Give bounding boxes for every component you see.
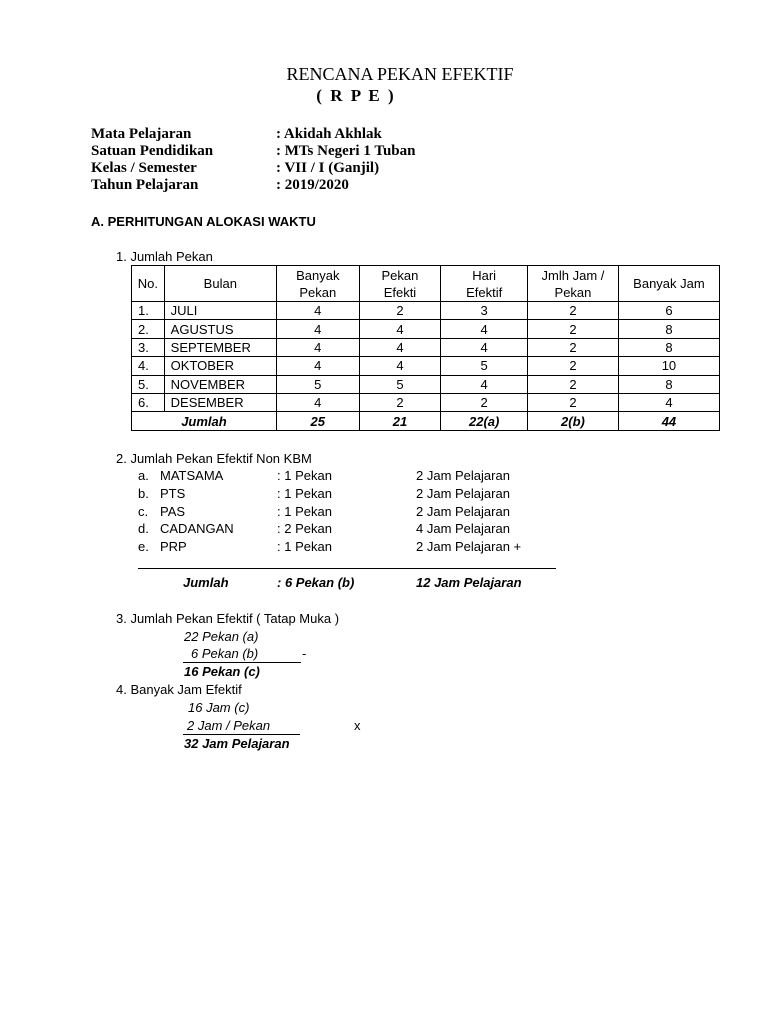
non-kbm-total-pekan: : 6 Pekan (b)	[277, 575, 355, 590]
total-banyak-pekan: 25	[276, 412, 359, 430]
section-1-heading: 1. Jumlah Pekan	[116, 249, 213, 264]
cell-hari-efektif: 4	[441, 375, 528, 393]
list-item-letter: a.	[138, 468, 149, 483]
meta-label: Satuan Pendidikan	[91, 143, 214, 159]
cell-banyak-jam: 6	[618, 302, 719, 320]
list-item-jam: 4 Jam Pelajaran	[416, 521, 510, 536]
cell-pekan-efekti: 4	[359, 357, 441, 375]
cell-banyak-pekan: 4	[276, 357, 359, 375]
calc-4-line-2: 2 Jam / Pekan	[187, 718, 271, 733]
cell-jam-pekan: 2	[528, 302, 619, 320]
cell-pekan-efekti: 2	[359, 302, 441, 320]
meta-value: : VII / I (Ganjil)	[276, 160, 380, 176]
document-subtitle: ( R P E )	[316, 86, 396, 105]
meta-value: : 2019/2020	[276, 177, 349, 193]
calc-4-operator: x	[354, 718, 361, 733]
cell-bulan: SEPTEMBER	[164, 338, 276, 356]
total-hari-efektif: 22(a)	[441, 412, 528, 430]
cell-bulan: AGUSTUS	[164, 320, 276, 338]
non-kbm-total-jam: 12 Jam Pelajaran	[416, 575, 522, 590]
non-kbm-total-label: Jumlah	[183, 575, 229, 590]
col-header-hari-efektif: Hari Efektif	[441, 266, 528, 302]
cell-banyak-pekan: 4	[276, 393, 359, 411]
cell-no: 6.	[132, 393, 165, 411]
meta-value: : Akidah Akhlak	[276, 126, 382, 142]
list-item-pekan: : 1 Pekan	[277, 486, 332, 501]
list-item-pekan: : 2 Pekan	[277, 521, 332, 536]
cell-hari-efektif: 3	[441, 302, 528, 320]
table-row	[132, 320, 720, 338]
document-title: RENCANA PEKAN EFEKTIF	[286, 64, 514, 84]
cell-banyak-jam: 8	[618, 338, 719, 356]
list-item-letter: e.	[138, 539, 149, 554]
list-item-name: PRP	[160, 539, 187, 554]
list-item-name: CADANGAN	[160, 521, 234, 536]
cell-jam-pekan: 2	[528, 338, 619, 356]
cell-jam-pekan: 2	[528, 320, 619, 338]
cell-jam-pekan: 2	[528, 393, 619, 411]
cell-no: 5.	[132, 375, 165, 393]
table-row	[132, 393, 720, 411]
list-item-name: MATSAMA	[160, 468, 224, 483]
calc-3-operator: -	[302, 646, 307, 661]
list-item-letter: d.	[138, 521, 149, 536]
cell-pekan-efekti: 5	[359, 375, 441, 393]
list-item-pekan: : 1 Pekan	[277, 468, 332, 483]
cell-pekan-efekti: 4	[359, 320, 441, 338]
col-header-jam-pekan: Jmlh Jam / Pekan	[528, 266, 619, 302]
cell-no: 3.	[132, 338, 165, 356]
total-pekan-efekti: 21	[359, 412, 441, 430]
cell-bulan: DESEMBER	[164, 393, 276, 411]
cell-hari-efektif: 4	[441, 338, 528, 356]
col-header-no: No.	[132, 266, 165, 302]
cell-hari-efektif: 4	[441, 320, 528, 338]
sum-divider	[138, 568, 556, 569]
cell-no: 2.	[132, 320, 165, 338]
meta-value: : MTs Negeri 1 Tuban	[276, 143, 416, 159]
calc-4-underline	[183, 734, 300, 735]
list-item-jam: 2 Jam Pelajaran	[416, 486, 510, 501]
section-a-heading: A. PERHITUNGAN ALOKASI WAKTU	[91, 214, 316, 229]
meta-label: Kelas / Semester	[91, 160, 197, 176]
list-item-letter: c.	[138, 504, 149, 519]
total-jam-pekan: 2(b)	[528, 412, 619, 430]
total-banyak-jam: 44	[618, 412, 719, 430]
calc-4-line-1: 16 Jam (c)	[188, 700, 250, 715]
cell-banyak-jam: 8	[618, 375, 719, 393]
list-item-jam: 2 Jam Pelajaran	[416, 468, 510, 483]
cell-banyak-pekan: 4	[276, 320, 359, 338]
total-label: Jumlah	[132, 412, 277, 430]
table-row	[132, 302, 720, 320]
list-item-name: PAS	[160, 504, 186, 519]
col-header-pekan-efekti: Pekan Efekti	[359, 266, 441, 302]
cell-pekan-efekti: 2	[359, 393, 441, 411]
col-header-bulan: Bulan	[164, 266, 276, 302]
list-item-jam: 2 Jam Pelajaran +	[416, 539, 522, 554]
list-item-name: PTS	[160, 486, 186, 501]
list-item-pekan: : 1 Pekan	[277, 539, 332, 554]
cell-bulan: NOVEMBER	[164, 375, 276, 393]
calc-3-line-2: 6 Pekan (b)	[191, 646, 259, 661]
list-item-pekan: : 1 Pekan	[277, 504, 332, 519]
table-header-row	[132, 266, 720, 302]
cell-bulan: OKTOBER	[164, 357, 276, 375]
cell-banyak-pekan: 4	[276, 338, 359, 356]
cell-no: 1.	[132, 302, 165, 320]
calc-4-result: 32 Jam Pelajaran	[184, 736, 290, 751]
col-header-banyak-pekan: Banyak Pekan	[276, 266, 359, 302]
meta-label: Mata Pelajaran	[91, 126, 192, 142]
section-3-heading: 3. Jumlah Pekan Efektif ( Tatap Muka )	[116, 611, 340, 626]
list-item-letter: b.	[138, 486, 149, 501]
calc-3-line-1: 22 Pekan (a)	[184, 629, 259, 644]
cell-jam-pekan: 2	[528, 375, 619, 393]
col-header-banyak-jam: Banyak Jam	[618, 266, 719, 302]
pekan-table	[131, 265, 720, 431]
table-row	[132, 375, 720, 393]
cell-banyak-jam: 10	[618, 357, 719, 375]
cell-hari-efektif: 2	[441, 393, 528, 411]
cell-no: 4.	[132, 357, 165, 375]
cell-jam-pekan: 2	[528, 357, 619, 375]
cell-banyak-jam: 8	[618, 320, 719, 338]
cell-hari-efektif: 5	[441, 357, 528, 375]
list-item-jam: 2 Jam Pelajaran	[416, 504, 510, 519]
section-4-heading: 4. Banyak Jam Efektif	[116, 682, 242, 697]
cell-banyak-pekan: 4	[276, 302, 359, 320]
cell-banyak-jam: 4	[618, 393, 719, 411]
cell-bulan: JULI	[164, 302, 276, 320]
cell-pekan-efekti: 4	[359, 338, 441, 356]
section-2-heading: 2. Jumlah Pekan Efektif Non KBM	[116, 451, 312, 466]
calc-3-underline	[183, 662, 301, 663]
table-total-row	[132, 412, 720, 430]
table-row	[132, 338, 720, 356]
cell-banyak-pekan: 5	[276, 375, 359, 393]
calc-3-result: 16 Pekan (c)	[184, 664, 260, 679]
table-row	[132, 357, 720, 375]
meta-label: Tahun Pelajaran	[91, 177, 199, 193]
